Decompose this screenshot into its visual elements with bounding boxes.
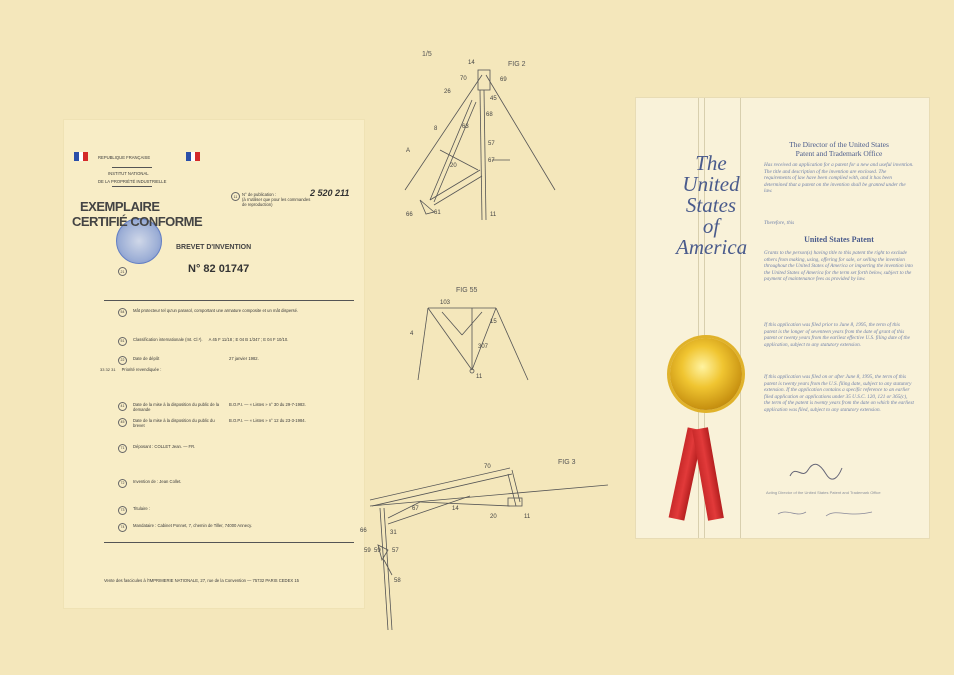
intro-text: Has received an application for a patent for a new and useful invention. The title and description of the invention are enclosed. The requirements of law have been complied with, and it has been determined that a patent on the invention shall be granted under the law. (764, 162, 914, 195)
figure-3 (370, 468, 608, 630)
code-circle: 11 (231, 192, 240, 201)
us-patent-cover (636, 98, 929, 538)
svg-text:61: 61 (434, 210, 441, 216)
fig2-numbers (406, 60, 507, 218)
field-row: 51 Classification internationale (Int. Cl.³). A 45 F 11/18 ; E 04 B 1/347 ; E 04 F 10/10. (118, 337, 358, 346)
therefore-text: Therefore, this (764, 220, 795, 226)
svg-text:15: 15 (490, 319, 497, 325)
svg-text:59: 59 (374, 548, 381, 554)
svg-text:103: 103 (440, 300, 451, 306)
svg-text:20: 20 (450, 163, 457, 169)
script-title: The United States of America (676, 151, 748, 259)
patent-title: United States Patent (804, 235, 874, 244)
field-row: 74 Mandataire : Cabinet Ponnet, 7, chemin de Tiller, 74000 Annecy. (118, 523, 358, 532)
svg-text:11: 11 (476, 374, 483, 380)
svg-text:31: 31 (390, 530, 397, 536)
svg-text:11: 11 (524, 514, 531, 520)
svg-text:68: 68 (486, 112, 493, 118)
divider (104, 542, 354, 543)
divider (112, 167, 152, 168)
header-property: DE LA PROPRIÉTÉ INDUSTRIELLE (98, 179, 167, 184)
svg-text:66: 66 (406, 212, 413, 218)
svg-text:57: 57 (488, 141, 495, 147)
fig3-label: FIG 3 (558, 459, 576, 466)
svg-text:11: 11 (490, 212, 497, 218)
svg-text:58: 58 (394, 578, 401, 584)
field-row: 33 32 31 Priorité revendiquée : (100, 367, 162, 372)
term-paragraph-2: If this application was filed on or after June 8, 1995, the term of this patent is twenty years from the U.S. filing date, subject to any statutory extension. If the application contains a specific reference to an earlier filed application or applications under 35 U.S.C. 120, 121 or 365(c), the term of the patent is twenty years from the date on which the earliest application was filed, subject to any statutory extension. (764, 374, 914, 413)
field-row: 54 Mât protecteur tel qu'un parasol, comportant une armature composite et un mât dispersé. (118, 308, 358, 317)
signature-icon (776, 506, 876, 520)
us-header: The Director of the United States Patent and Trademark Office (789, 140, 889, 158)
pub-label: N° de publication : (à n'utiliser que pour les commandes de reproduction) (242, 192, 311, 207)
svg-text:14: 14 (468, 60, 475, 66)
svg-text:20: 20 (490, 514, 497, 520)
svg-text:70: 70 (460, 76, 467, 82)
gold-seal-icon (670, 338, 742, 410)
patent-drawings (360, 40, 630, 640)
fig55-numbers (410, 300, 497, 380)
figure-55 (418, 308, 528, 380)
svg-text:A: A (406, 148, 411, 154)
field-row: 22 Date de dépôt 27 janvier 1982. (118, 356, 358, 365)
svg-text:66: 66 (360, 528, 367, 534)
fig3-numbers (360, 464, 531, 584)
patent-fields (100, 308, 358, 532)
field-row: 71 Déposant : COLLET Jean. — FR. (118, 444, 358, 453)
stamp-exemplaire: EXEMPLAIRE (80, 199, 160, 214)
term-paragraph-1: If this application was filed prior to June 8, 1995, the term of this patent is the longer of seventeen years from the date of grant of this patent or twenty years from the earliest effective U.S. filing date of the application, subject to any statutory extension. (764, 322, 910, 348)
footer-note: Vente des fascicules à l'IMPRIMERIE NATIONALE, 27, rue de la Convention — 75732 PARIS CEDEX 15 (104, 578, 299, 583)
field-row: 73 Titulaire : (118, 506, 358, 515)
field-row: 41 Date de la mise à la disposition du public de la demande B.O.P.I. — « Listes » n° 30 du 29-7-1983. (118, 402, 358, 412)
header-institute: INSTITUT NATIONAL (108, 171, 149, 176)
page-number: 1/5 (422, 51, 432, 58)
stamp-certifie: CERTIFIÉ CONFORME (72, 214, 203, 229)
svg-text:307: 307 (478, 344, 489, 350)
svg-text:57: 57 (392, 548, 399, 554)
patent-number: N° 82 01747 (188, 263, 250, 275)
divider (112, 186, 152, 187)
svg-text:45: 45 (490, 96, 497, 102)
french-patent-document (64, 120, 364, 608)
header-republic: REPUBLIQUE FRANÇAISE (98, 155, 151, 160)
french-flag-icon (74, 152, 88, 161)
svg-text:63: 63 (462, 124, 469, 130)
field-row: 72 Invention de : Jean Collet. (118, 479, 358, 488)
fig55-label: FIG 55 (456, 287, 478, 294)
grant-text: Grants to the person(s) having title to this patent the right to exclude others from making, using, offering for sale, or selling the invention throughout the United States of America or importing the invention into the United States of America for the term set forth below, subject to the payment of maintenance fees as provided by law. (764, 250, 913, 283)
signature-icon (786, 460, 846, 482)
svg-text:70: 70 (484, 464, 491, 470)
signature-caption: Acting Director of the United States Patent and Trademark Office (766, 490, 881, 495)
figure-2 (405, 70, 555, 220)
document-title: BREVET D'INVENTION (176, 244, 252, 251)
svg-text:4: 4 (410, 331, 414, 337)
fig2-label: FIG 2 (508, 61, 526, 68)
field-row: 45 Date de la mise à la disposition du public du brevet B.O.P.I. — « Listes » n° 12 du 23-3-1984. (118, 418, 358, 428)
code-circle: 21 (118, 267, 127, 276)
pub-number: 2 520 211 (310, 188, 350, 198)
divider (104, 300, 354, 301)
svg-text:26: 26 (444, 89, 451, 95)
svg-text:14: 14 (452, 506, 459, 512)
svg-text:59: 59 (364, 548, 371, 554)
svg-text:8: 8 (434, 126, 438, 132)
svg-text:67: 67 (488, 158, 495, 164)
red-ribbon (692, 427, 724, 520)
french-flag-icon (186, 152, 200, 161)
svg-text:67: 67 (412, 506, 419, 512)
svg-text:69: 69 (500, 77, 507, 83)
